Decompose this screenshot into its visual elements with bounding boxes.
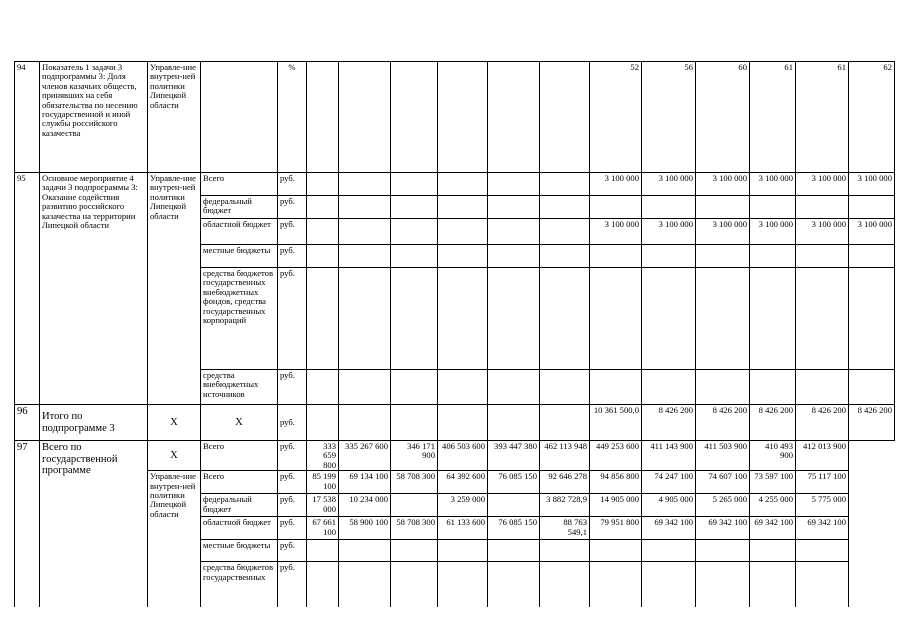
table-row [15, 62, 905, 173]
value-cell: 67 661 100 [307, 517, 339, 540]
program-funding-table [14, 61, 905, 607]
value-cell: 3 100 000 [590, 219, 642, 245]
funding-source: Х [201, 405, 278, 441]
value-cell: 17 538 000 [307, 494, 339, 517]
table-row [15, 471, 905, 494]
value-cell: 3 100 000 [642, 173, 696, 196]
value-cell: 61 [796, 62, 849, 173]
value-cell: 58 708 300 [391, 471, 438, 494]
executor: Управле-ние внутрен-ней политики Липецкой области [148, 173, 201, 405]
executor: Управле-ние внутрен-ней политики Липецкой области [148, 471, 201, 607]
value-cell: 8 426 200 [642, 405, 696, 441]
executor: Х [148, 405, 201, 441]
value-cell [488, 494, 540, 517]
value-cell: 5 775 000 [796, 494, 849, 517]
unit: руб. [278, 441, 307, 471]
value-cell: 5 265 000 [696, 494, 750, 517]
unit: руб. [278, 405, 307, 441]
value-cell: 8 426 200 [796, 405, 849, 441]
value-cell: 346 171 900 [391, 441, 438, 471]
value-cell: 411 143 900 [642, 441, 696, 471]
value-cell: 74 607 100 [696, 471, 750, 494]
value-cell: 333 659 800 [307, 441, 339, 471]
value-cell: 69 342 100 [750, 517, 796, 540]
value-cell: 3 100 000 [849, 219, 895, 245]
value-cell: 14 905 000 [590, 494, 642, 517]
value-cell: 85 199 100 [307, 471, 339, 494]
funding-source: областной бюджет [201, 517, 278, 540]
funding-source: средства внебюджетных источников [201, 370, 278, 405]
value-cell [391, 494, 438, 517]
unit: руб. [278, 540, 307, 562]
unit: руб. [278, 471, 307, 494]
value-cell: 3 100 000 [796, 173, 849, 196]
unit: руб. [278, 219, 307, 245]
value-cell: 76 085 150 [488, 517, 540, 540]
unit: руб. [278, 245, 307, 268]
value-cell: 61 133 600 [438, 517, 488, 540]
value-cell: 62 [849, 62, 895, 173]
value-cell: 74 247 100 [642, 471, 696, 494]
row-number: 94 [15, 62, 40, 173]
funding-source: федеральный бюджет [201, 196, 278, 219]
executor: Х [148, 441, 201, 471]
value-cell: 410 493 900 [750, 441, 796, 471]
unit: руб. [278, 562, 307, 607]
unit: руб. [278, 196, 307, 219]
measure-name: Итого по подпрограмме 3 [40, 405, 148, 441]
value-cell: 3 100 000 [642, 219, 696, 245]
table-row [15, 173, 905, 196]
value-cell: 52 [590, 62, 642, 173]
unit: руб. [278, 494, 307, 517]
value-cell: 3 259 000 [438, 494, 488, 517]
table-row [15, 405, 905, 441]
measure-name: Всего по государственной программе [40, 441, 148, 607]
value-cell: 3 100 000 [750, 219, 796, 245]
value-cell: 412 013 900 [796, 441, 849, 471]
value-cell: 3 100 000 [696, 173, 750, 196]
executor: Управле-ние внутрен-ней политики Липецкой области [148, 62, 201, 173]
value-cell: 60 [696, 62, 750, 173]
value-cell: 449 253 600 [590, 441, 642, 471]
value-cell: 92 646 278 [540, 471, 590, 494]
value-cell: 64 392 600 [438, 471, 488, 494]
value-cell: 8 426 200 [696, 405, 750, 441]
value-cell: 73 597 100 [750, 471, 796, 494]
row-number: 96 [15, 405, 40, 441]
value-cell: 8 426 200 [849, 405, 895, 441]
value-cell: 3 100 000 [849, 173, 895, 196]
value-cell: 3 100 000 [696, 219, 750, 245]
funding-source: средства бюджетов государственных внебюджетных фондов, средства государственных корпораций [201, 268, 278, 370]
value-cell: 69 342 100 [642, 517, 696, 540]
value-cell: 69 342 100 [796, 517, 849, 540]
funding-source: Всего [201, 441, 278, 471]
unit: руб. [278, 370, 307, 405]
row-number: 95 [15, 173, 40, 405]
value-cell: 56 [642, 62, 696, 173]
unit: руб. [278, 268, 307, 370]
funding-source: Всего [201, 471, 278, 494]
funding-source: местные бюджеты [201, 245, 278, 268]
value-cell: 462 113 948 [540, 441, 590, 471]
value-cell: 10 234 000 [339, 494, 391, 517]
row-number: 97 [15, 441, 40, 607]
value-cell: 3 100 000 [750, 173, 796, 196]
funding-source: средства бюджетов государственных [201, 562, 278, 607]
measure-name: Основное мероприятие 4 задачи 3 подпрограммы 3: Оказание содействия развитию российского казачества на территории Липецкой области [40, 173, 148, 405]
value-cell: 4 255 000 [750, 494, 796, 517]
value-cell: 3 100 000 [796, 219, 849, 245]
value-cell: 10 361 500,0 [590, 405, 642, 441]
value-cell: 94 856 800 [590, 471, 642, 494]
value-cell: 8 426 200 [750, 405, 796, 441]
value-cell: 61 [750, 62, 796, 173]
funding-source: местные бюджеты [201, 540, 278, 562]
value-cell: 75 117 100 [796, 471, 849, 494]
value-cell: 69 134 100 [339, 471, 391, 494]
value-cell: 76 085 150 [488, 471, 540, 494]
value-cell: 335 267 600 [339, 441, 391, 471]
funding-source: областной бюджет [201, 219, 278, 245]
unit: руб. [278, 517, 307, 540]
value-cell: 58 708 300 [391, 517, 438, 540]
unit: руб. [278, 173, 307, 196]
value-cell: 406 503 600 [438, 441, 488, 471]
measure-name: Показатель 1 задачи 3 подпрограммы 3: Доля членов казачьих обществ, принявших на себя обязательства по несению государственной и иной службы российского казачества [40, 62, 148, 173]
table-row [15, 441, 905, 471]
value-cell: 3 100 000 [590, 173, 642, 196]
value-cell: 3 882 728,9 [540, 494, 590, 517]
value-cell: 58 900 100 [339, 517, 391, 540]
value-cell: 79 951 800 [590, 517, 642, 540]
value-cell: 4 905 000 [642, 494, 696, 517]
value-cell: 88 763 549,1 [540, 517, 590, 540]
unit: % [278, 62, 307, 173]
funding-source: Всего [201, 173, 278, 196]
value-cell: 69 342 100 [696, 517, 750, 540]
funding-source: федеральный бюджет [201, 494, 278, 517]
value-cell: 393 447 380 [488, 441, 540, 471]
value-cell: 411 503 900 [696, 441, 750, 471]
